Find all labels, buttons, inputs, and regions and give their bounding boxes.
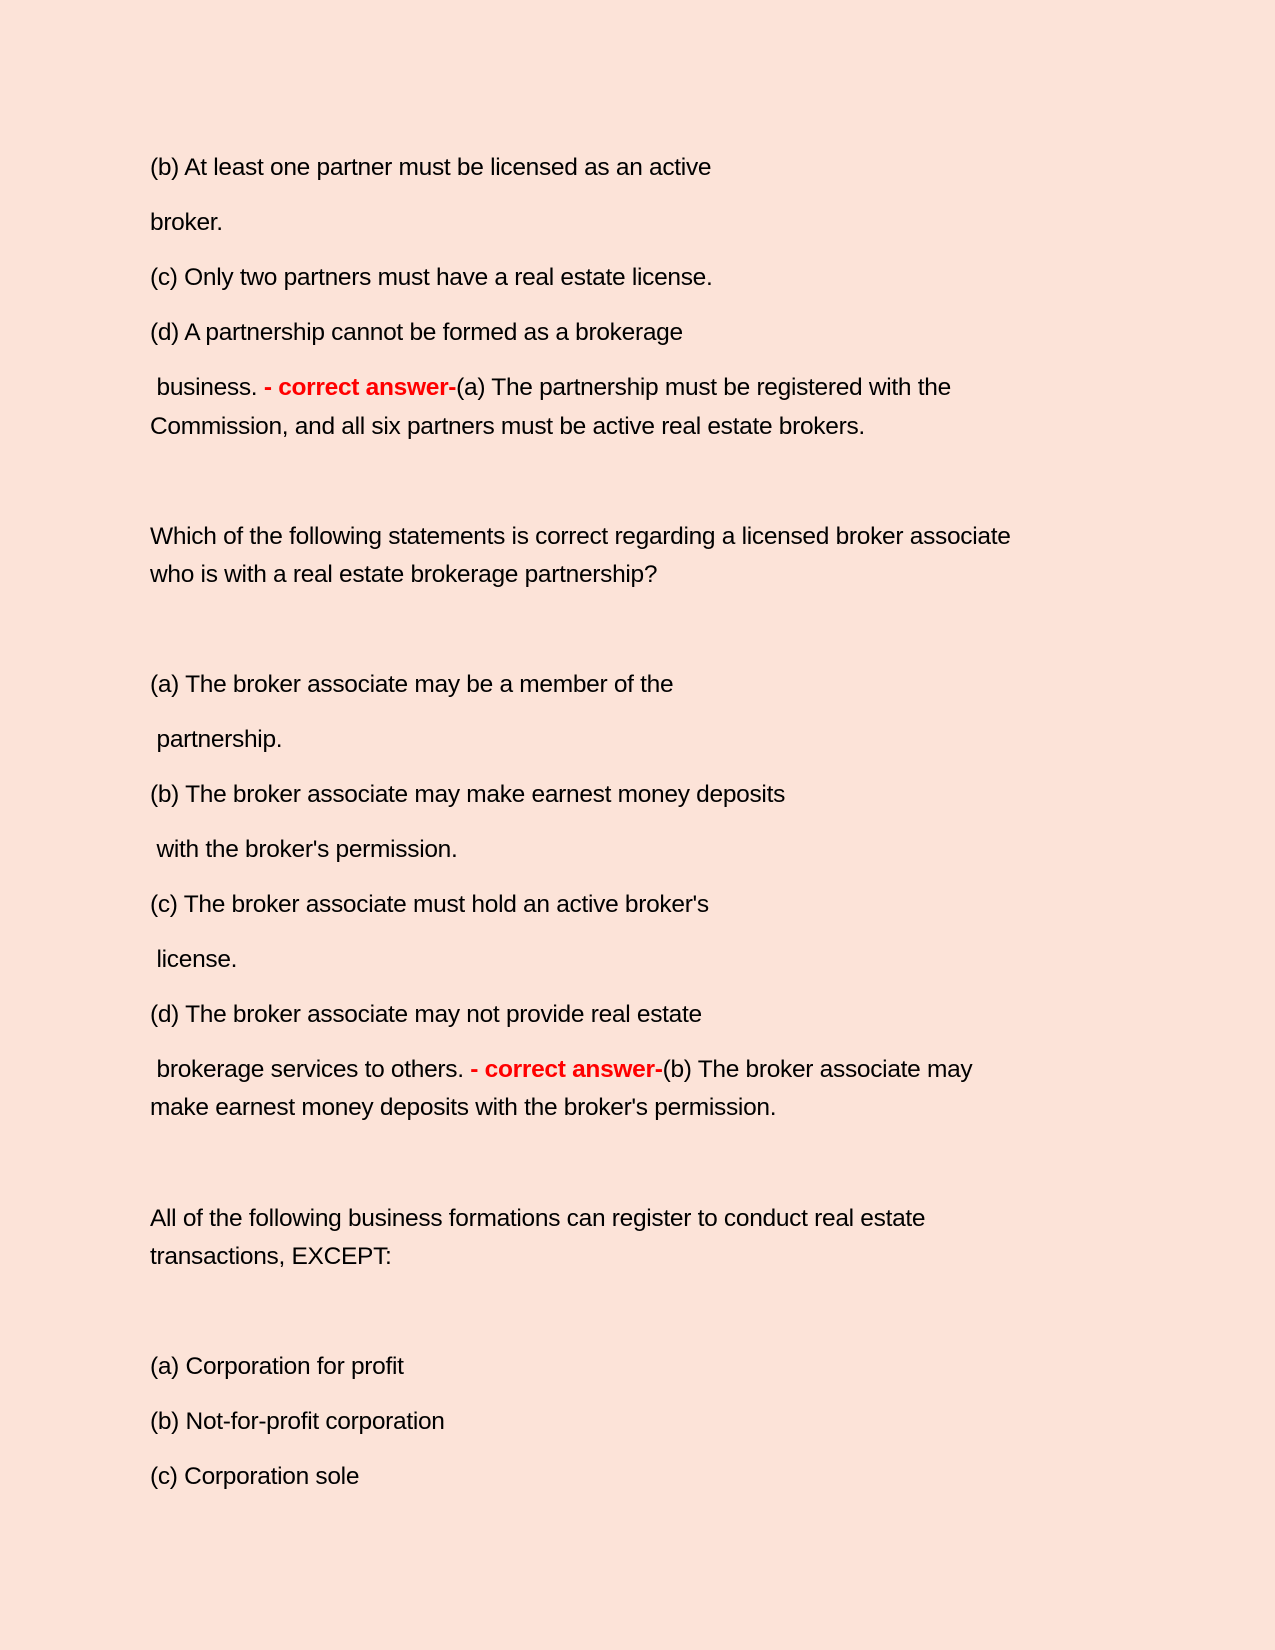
q2-question-cont: who is with a real estate brokerage partnership? xyxy=(150,561,658,588)
q2-option-b-cont: with the broker's permission. xyxy=(150,836,458,863)
q3-question-cont: transactions, EXCEPT: xyxy=(150,1243,392,1270)
q2-option-b: (b) The broker associate may make earnest money deposits xyxy=(150,781,786,808)
q2-option-a-cont: partnership. xyxy=(150,726,283,753)
q2-question: Which of the following statements is correct regarding a licensed broker associate xyxy=(150,523,1011,550)
q1-option-d: (d) A partnership cannot be formed as a brokerage xyxy=(150,319,683,346)
q1-option-c: (c) Only two partners must have a real estate license. xyxy=(150,264,713,291)
correct-answer-label: - correct answer- xyxy=(470,1056,663,1083)
q2-option-c-cont: license. xyxy=(150,946,238,973)
q1-answer-text-cont: Commission, and all six partners must be active real estate brokers. xyxy=(150,413,865,440)
q1-answer-line xyxy=(150,373,951,403)
q2-answer-text-cont: make earnest money deposits with the broker's permission. xyxy=(150,1094,777,1121)
q2-option-a: (a) The broker associate may be a member of the xyxy=(150,671,674,698)
q2-option-d: (d) The broker associate may not provide real estate xyxy=(150,1001,702,1028)
q3-option-c: (c) Corporation sole xyxy=(150,1463,360,1490)
q2-option-d-cont: brokerage services to others. xyxy=(150,1056,471,1083)
q1-answer-text: (a) The partnership must be registered with the xyxy=(456,374,951,401)
q3-option-b: (b) Not-for-profit corporation xyxy=(150,1408,445,1435)
q1-option-b-cont: broker. xyxy=(150,209,223,236)
q3-question: All of the following business formations can register to conduct real estate xyxy=(150,1205,926,1232)
q1-option-d-cont: business. xyxy=(150,374,264,401)
q2-answer-text: (b) The broker associate may xyxy=(662,1056,973,1083)
q2-option-c: (c) The broker associate must hold an active broker's xyxy=(150,891,709,918)
q3-option-a: (a) Corporation for profit xyxy=(150,1353,404,1380)
q1-option-b: (b) At least one partner must be licensed as an active xyxy=(150,154,712,181)
q2-answer-line xyxy=(150,1055,972,1085)
correct-answer-label: - correct answer- xyxy=(263,374,457,401)
